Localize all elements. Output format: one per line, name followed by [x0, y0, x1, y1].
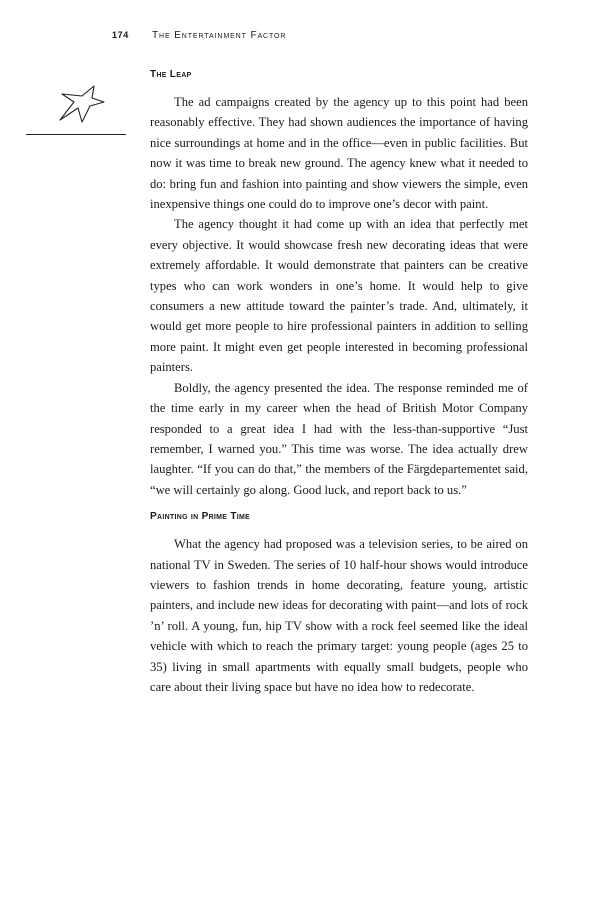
margin-rule	[26, 134, 126, 135]
page-body	[150, 68, 528, 697]
paragraph: Boldly, the agency presented the idea. The response reminded me of the time early in my career when the head of British Motor Company responded to a great idea I had with the less-than-supportive “Just remember, I warned you.” This time was worse. The idea actually drew laughter. “If you can do that,” the members of the Färgdepartementet said, “we will certainly go along. Good luck, and report back to us.”	[150, 380, 528, 497]
paragraph: What the agency had proposed was a television series, to be aired on national TV in Sweden. The series of 10 half-hour shows would introduce viewers to fashion trends in home decorating, feature young, artistic painters, and include new ideas for decorating with paint—and lots of rock ’n’ roll. A young, fun, hip TV show with a rock feel seemed like the ideal vehicle with which to reach the primary target: young people (ages 25 to 35) living in small apartments with equally small budgets, people who care about their living space but have no idea how to redecorate.	[150, 537, 528, 694]
paragraph: The agency thought it had come up with an idea that perfectly met every objective. It would showcase fresh new decorating ideas that were extremely affordable. It would demonstrate that painters can be creative types who can work wonders in one’s home. It would help to give consumers a new attitude toward the painter’s trade. And, ultimately, it would get more people to hire professional painters in addition to selling more paint. It might even get people interested in becoming professional painters.	[150, 217, 528, 375]
star-icon	[52, 82, 108, 126]
book-title: The Entertainment Factor	[152, 30, 287, 41]
section-heading-the-leap: The Leap	[150, 69, 192, 80]
paragraph: The ad campaigns created by the agency up to this point had been reasonably effective. They had shown audiences the importance of having nice surroundings at home and in the office—even in public facilities. But now it was time to break new ground. The agency knew what it needed to do: bring fun and fashion into painting and show viewers the simple, even inexpensive things one could do to improve one’s decor with paint.	[150, 95, 528, 212]
section-heading-painting-in-prime-time: Painting in Prime Time	[150, 511, 251, 523]
running-head	[112, 30, 532, 44]
page-number: 174	[112, 30, 129, 40]
